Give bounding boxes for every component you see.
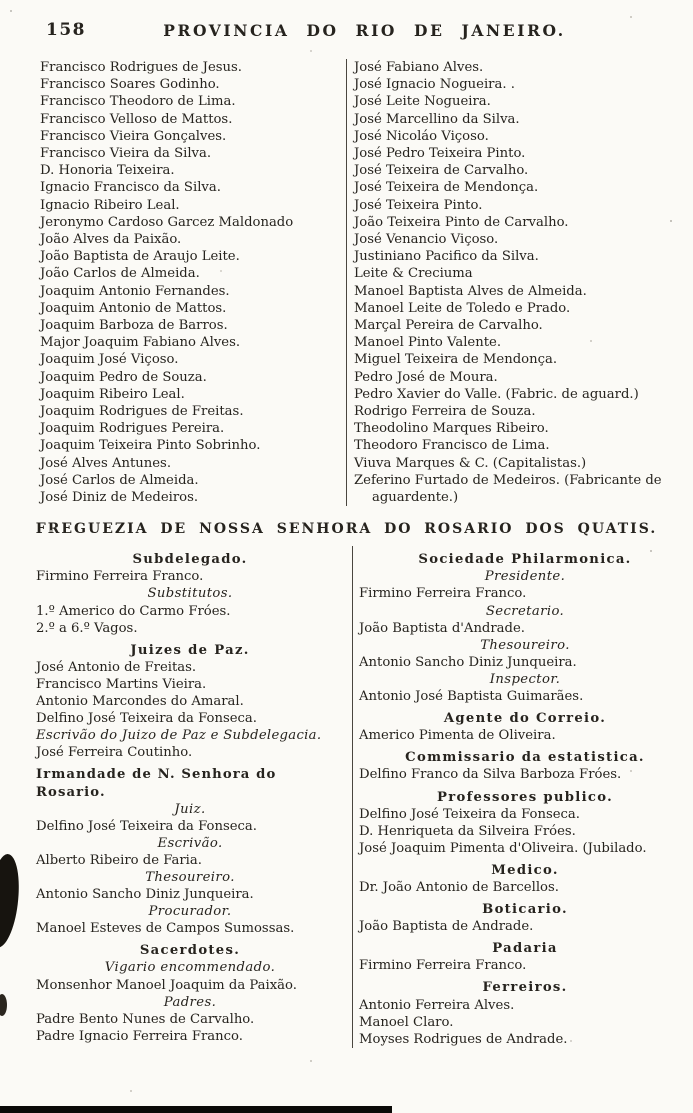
section-title: FREGUEZIA DE NOSSA SENHORA DO ROSARIO DOS QUATIS. <box>35 521 658 538</box>
person-name: Delfino José Teixeira da Fonseca. <box>36 818 257 834</box>
role-heading: Thesoureiro. <box>145 869 235 885</box>
person-name: D. Henriqueta da Silveira Fróes. <box>359 823 576 839</box>
directory-entry: Joaquim Teixeira Pinto Sobrinho. <box>40 438 261 454</box>
person-name: João Baptista d'Andrade. <box>359 620 525 636</box>
office-heading: Sociedade Philarmonica. <box>418 552 632 568</box>
office-heading: Juizes de Paz. <box>130 642 250 658</box>
person-name: Padre Ignacio Ferreira Franco. <box>36 1028 243 1044</box>
person-name: Firmino Ferreira Franco. <box>359 586 527 602</box>
person-name: Antonio Ferreira Alves. <box>359 997 515 1013</box>
directory-entry: Manoel Baptista Alves de Almeida. <box>354 283 587 299</box>
person-name: Padre Bento Nunes de Carvalho. <box>36 1011 255 1027</box>
person-name: Escrivão do Juizo de Paz e Subdelegacia. <box>36 728 322 744</box>
directory-entry: Francisco Soares Godinho. <box>40 77 220 93</box>
directory-entry: Manoel Leite de Toledo e Prado. <box>354 300 571 316</box>
directory-entry: Theodoro Francisco de Lima. <box>354 438 550 454</box>
directory-entry: Joaquim Rodrigues Pereira. <box>40 421 225 437</box>
person-name: Monsenhor Manoel Joaquim da Paixão. <box>36 977 297 993</box>
person-name: 2.º a 6.º Vagos. <box>36 620 138 636</box>
directory-entry: José Teixeira de Mendonça. <box>354 180 539 196</box>
directory-entry: José Fabiano Alves. <box>354 60 484 75</box>
scan-edge-bar <box>0 1106 392 1113</box>
directory-entry: Jeronymo Cardoso Garcez Maldonado <box>40 214 294 230</box>
office-heading: Padaria <box>492 941 558 957</box>
office-heading: Ferreiros. <box>482 980 568 996</box>
directory-entry: José Nicoláo Viçoso. <box>354 128 489 144</box>
person-name: João Baptista de Andrade. <box>359 919 534 935</box>
directory-entry: João Teixeira Pinto de Carvalho. <box>354 214 569 230</box>
directory-entry: Joaquim José Viçoso. <box>40 352 179 368</box>
person-name: Dr. João Antonio de Barcellos. <box>359 879 559 895</box>
directory-entry: José Diniz de Medeiros. <box>40 490 199 506</box>
person-name: Antonio Sancho Diniz Junqueira. <box>359 654 577 670</box>
directory-entry: Miguel Teixeira de Mendonça. <box>354 352 558 368</box>
directory-entry: Zeferino Furtado de Medeiros. (Fabricante de aguardente.) <box>354 472 662 506</box>
person-name: 1.º Americo do Carmo Fróes. <box>36 603 231 619</box>
role-heading: Secretario. <box>485 603 565 619</box>
person-name: Manoel Claro. <box>359 1014 454 1030</box>
directory-entry: João Alves da Paixão. <box>40 232 182 248</box>
page-header <box>0 0 693 55</box>
freguezia-section <box>0 546 693 1048</box>
role-heading: Padres. <box>163 994 217 1010</box>
directory-entry: Francisco Theodoro de Lima. <box>40 94 236 110</box>
page-title: PROVINCIA DO RIO DE JANEIRO. <box>163 21 566 40</box>
freguezia-left-column <box>0 546 352 1048</box>
directory-entry: Francisco Vieira da Silva. <box>40 146 212 162</box>
directory-entry: José Ignacio Nogueira. . <box>354 77 515 93</box>
directory-entry: Joaquim Antonio de Mattos. <box>40 300 227 316</box>
directory-right-column <box>346 59 693 506</box>
directory-entry: Pedro Xavier do Valle. (Fabric. de aguard.) <box>354 386 639 402</box>
directory-entry: Ignacio Ribeiro Leal. <box>40 197 180 213</box>
role-heading: Vigario encommendado. <box>104 960 276 976</box>
directory-entry: José Teixeira Pinto. <box>354 197 483 213</box>
directory-entry: José Carlos de Almeida. <box>40 472 199 488</box>
directory-entry: Joaquim Pedro de Souza. <box>40 369 207 385</box>
directory-entry: Joaquim Barboza de Barros. <box>40 318 228 334</box>
office-heading: Professores publico. <box>437 789 613 805</box>
person-name: Delfino José Teixeira da Fonseca. <box>359 806 580 822</box>
directory-entry: Ignacio Francisco da Silva. <box>40 180 221 196</box>
role-heading: Thesoureiro. <box>480 637 570 653</box>
directory-entry: Joaquim Antonio Fernandes. <box>40 283 230 299</box>
directory-entry: João Carlos de Almeida. <box>40 266 200 282</box>
directory-entry: José Leite Nogueira. <box>354 94 491 110</box>
person-name: Francisco Martins Vieira. <box>36 676 207 692</box>
freguezia-right-column <box>352 546 693 1048</box>
person-name: Delfino Franco da Silva Barboza Fróes. <box>359 767 622 783</box>
directory-entry: Joaquim Rodrigues de Freitas. <box>40 404 244 420</box>
directory-entry: Joaquim Ribeiro Leal. <box>40 386 185 402</box>
person-name: Manoel Esteves de Campos Sumossas. <box>36 921 295 937</box>
directory-entry: D. Honoria Teixeira. <box>40 163 175 179</box>
person-name: Antonio José Baptista Guimarães. <box>359 689 584 705</box>
directory-entry: José Venancio Viçoso. <box>354 232 499 248</box>
directory-entry: Pedro José de Moura. <box>354 369 498 385</box>
role-heading: Inspector. <box>489 671 561 687</box>
directory-entry: Francisco Rodrigues de Jesus. <box>40 60 242 75</box>
directory-entry: Leite & Creciuma <box>354 266 473 282</box>
directory-entry: José Pedro Teixeira Pinto. <box>354 146 526 162</box>
directory-entry: José Marcellino da Silva. <box>354 111 520 127</box>
person-name: Antonio Marcondes do Amaral. <box>36 694 244 710</box>
role-heading: Procurador. <box>148 904 232 920</box>
directory-entry: Viuva Marques & C. (Capitalistas.) <box>354 455 587 471</box>
directory-entry: Major Joaquim Fabiano Alves. <box>40 335 241 351</box>
directory-entry: Manoel Pinto Valente. <box>354 335 502 351</box>
person-name: Alberto Ribeiro de Faria. <box>36 852 202 868</box>
directory-entry: Rodrigo Ferreira de Souza. <box>354 404 536 420</box>
office-heading: Boticario. <box>482 902 568 918</box>
person-name: José Ferreira Coutinho. <box>36 745 193 761</box>
directory-entry: José Teixeira de Carvalho. <box>354 163 529 179</box>
role-heading: Presidente. <box>484 569 566 585</box>
person-name: Delfino José Teixeira da Fonseca. <box>36 711 257 727</box>
directory-entry: Marçal Pereira de Carvalho. <box>354 318 543 334</box>
directory-entry: Francisco Vieira Gonçalves. <box>40 128 227 144</box>
directory-entry: José Alves Antunes. <box>40 455 172 471</box>
directory-entry: João Baptista de Araujo Leite. <box>40 249 240 265</box>
directory-section <box>0 59 693 506</box>
directory-entry: Theodolino Marques Ribeiro. <box>354 421 549 437</box>
office-heading: Commissario da estatistica. <box>405 750 645 766</box>
office-heading: Irmandade de N. Senhora do Rosario. <box>36 767 277 800</box>
role-heading: Juiz. <box>174 801 206 817</box>
person-name: Moyses Rodrigues de Andrade. <box>359 1031 568 1047</box>
role-heading: Escrivão. <box>157 835 223 851</box>
person-name: Antonio Sancho Diniz Junqueira. <box>36 887 254 903</box>
office-heading: Medico. <box>491 862 559 878</box>
directory-left-column <box>0 59 346 506</box>
office-heading: Agente do Correio. <box>443 711 607 727</box>
person-name: José Antonio de Freitas. <box>36 659 197 675</box>
person-name: José Joaquim Pimenta d'Oliveira. (Jubilado. <box>359 840 647 856</box>
person-name: Americo Pimenta de Oliveira. <box>359 728 556 744</box>
office-heading: Subdelegado. <box>132 552 248 568</box>
directory-entry: Justiniano Pacifico da Silva. <box>354 249 539 265</box>
person-name: Firmino Ferreira Franco. <box>36 569 204 585</box>
page-number: 158 <box>46 20 86 40</box>
role-heading: Substitutos. <box>147 586 233 602</box>
person-name: Firmino Ferreira Franco. <box>359 958 527 974</box>
office-heading: Sacerdotes. <box>139 943 241 959</box>
directory-entry: Francisco Velloso de Mattos. <box>40 111 233 127</box>
